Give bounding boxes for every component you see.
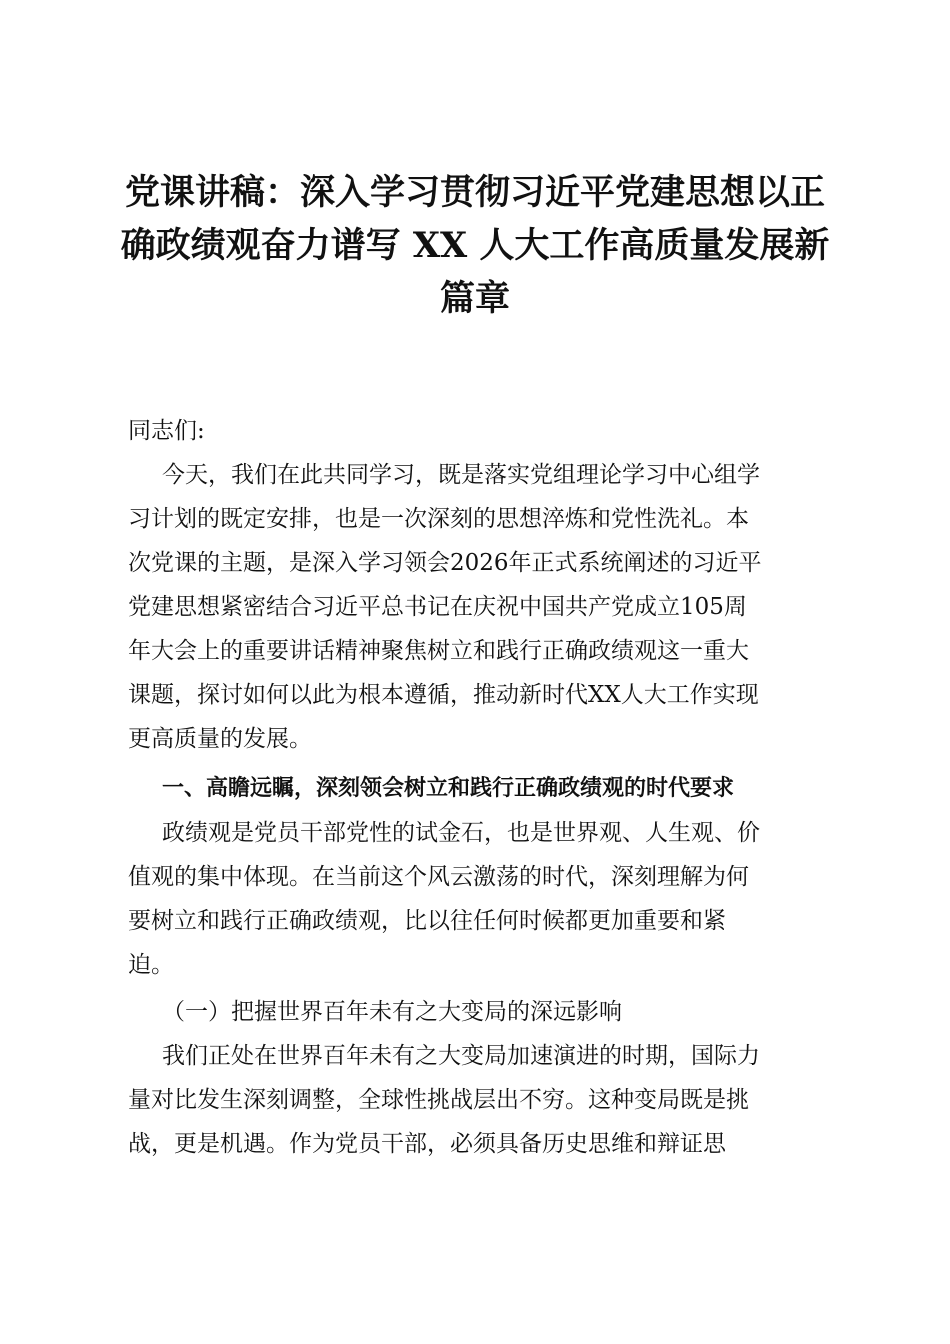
subsection-heading: （一）把握世界百年未有之大变局的深远影响 [162,999,622,1025]
paragraph-line: 政绩观是党员干部党性的试金石，也是世界观、人生观、价 [162,820,760,846]
paragraph-line: 更高质量的发展。 [128,726,312,752]
paragraph-line: 年大会上的重要讲话精神聚焦树立和践行正确政绩观这一重大 [128,638,749,664]
document-body [128,411,828,1171]
paragraph-line: 值观的集中体现。在当前这个风云激荡的时代，深刻理解为何 [128,864,749,890]
section-heading: 一、高瞻远瞩，深刻领会树立和践行正确政绩观的时代要求 [162,776,735,801]
paragraph-line: 迫。 [128,952,174,978]
paragraph-line: 课题，探讨如何以此为根本遵循，推动新时代XX人大工作实现 [128,682,759,708]
paragraph-line: 量对比发生深刻调整，全球性挑战层出不穷。这种变局既是挑 [128,1087,749,1113]
paragraph-line: 习计划的既定安排，也是一次深刻的思想淬炼和党性洗礼。本 [128,506,749,532]
title-line: 篇章 [439,278,510,319]
title-line: 党课讲稿：深入学习贯彻习近平党建思想以正 [124,172,825,213]
paragraph-line: 要树立和践行正确政绩观，比以往任何时候都更加重要和紧 [128,908,726,934]
paragraph-line: 今天，我们在此共同学习，既是落实党组理论学习中心组学 [162,462,760,488]
document-title [118,166,832,325]
paragraph-line: 我们正处在世界百年未有之大变局加速演进的时期，国际力 [162,1043,760,1069]
salutation: 同志们: [128,418,205,444]
paragraph-line: 党建思想紧密结合习近平总书记在庆祝中国共产党成立105周 [128,594,747,620]
paragraph-line: 战，更是机遇。作为党员干部，必须具备历史思维和辩证思 [128,1131,726,1157]
title-line: 确政绩观奋力谱写 XX 人大工作高质量发展新 [120,225,830,266]
paragraph-line: 次党课的主题，是深入学习领会2026年正式系统阐述的习近平 [128,550,762,576]
